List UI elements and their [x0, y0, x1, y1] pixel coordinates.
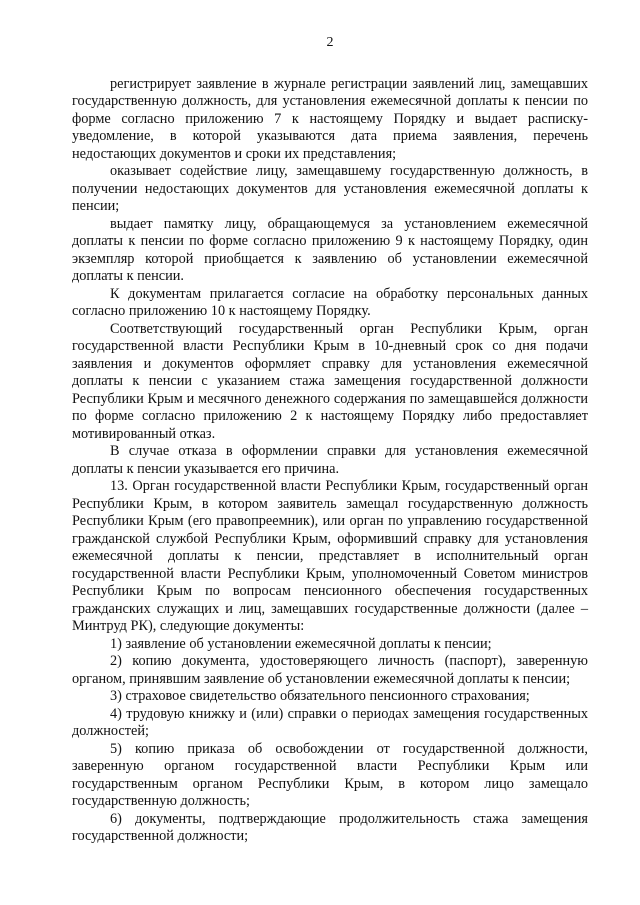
list-item-5: 5) копию приказа об освобождении от государственной должности, заверенную органом государственной власти Республики Крым или государственным органом Республики Крым, в котором лицо замещало государственную должность; [72, 740, 588, 809]
paragraph-assistance: оказывает содействие лицу, замещавшему государственную должность, в получении недостающих документов для установления ежемесячной доплаты к пенсии; [72, 163, 588, 214]
list-item-1: 1) заявление об установлении ежемесячной доплаты к пенсии; [110, 635, 492, 652]
paragraph-section-13: 13. Орган государственной власти Республики Крым, государственный орган Республики Крым, в котором заявитель замещал государственную должность Республики Крым (его правопреемник), или орган по управлению государственной гражданской службой Республики Крым, оформивший справку для установления ежемесячной доплаты к пенсии, представляет в исполнительный орган государственной власти Республики Крым, уполномоченный Советом министров Республики Крым по вопросам пенсионного обеспечения государственных гражданских служащих и лиц, замещавших государственные должности (далее – Минтруд РК), следующие документы: [72, 478, 588, 634]
list-item-3: 3) страховое свидетельство обязательного пенсионного страхования; [110, 688, 530, 704]
paragraph-memo: выдает памятку лицу, обращающемуся за установлением ежемесячной доплаты к пенсии по форме согласно приложению 9 к настоящему Порядку, один экземпляр которой приобщается к заявлению об установлении ежемесячной доплаты к пенсии. [72, 215, 588, 284]
paragraph-registration: регистрирует заявление в журнале регистрации заявлений лиц, замещавших государственную должность, для установления ежемесячной доплаты к пенсии по форме согласно приложению 7 к настоящему Порядку и выдает расписку-уведомление, в которой указываются дата приема заявления, перечень недостающих документов и сроки их представления; [72, 75, 588, 162]
list-item-4: 4) трудовую книжку и (или) справки о периодах замещения государственных должностей; [72, 705, 588, 739]
paragraph-consent: К документам прилагается согласие на обработку персональных данных согласно приложению 10 к настоящему Порядку. [72, 285, 588, 319]
body-text [72, 76, 588, 846]
page-number: 2 [326, 35, 334, 50]
paragraph-refusal: В случае отказа в оформлении справки для установления ежемесячной доплаты к пенсии указывается его причина. [72, 443, 588, 477]
list-item-2: 2) копию документа, удостоверяющего личность (паспорт), заверенную органом, принявшим заявление об установлении ежемесячной доплаты к пенсии; [72, 653, 588, 687]
list-item-6: 6) документы, подтверждающие продолжительность стажа замещения государственной должности; [72, 810, 588, 844]
paragraph-certificate: Соответствующий государственный орган Республики Крым, орган государственной власти Республики Крым в 10-дневный срок со дня подачи заявления и документов оформляет справку для установления ежемесячной доплаты к пенсии с указанием стажа замещения государственной должности Республики Крым и месячного денежного содержания по замещавшейся должности по форме согласно приложению 2 к настоящему Порядку либо предоставляет мотивированный отказ. [72, 320, 588, 442]
